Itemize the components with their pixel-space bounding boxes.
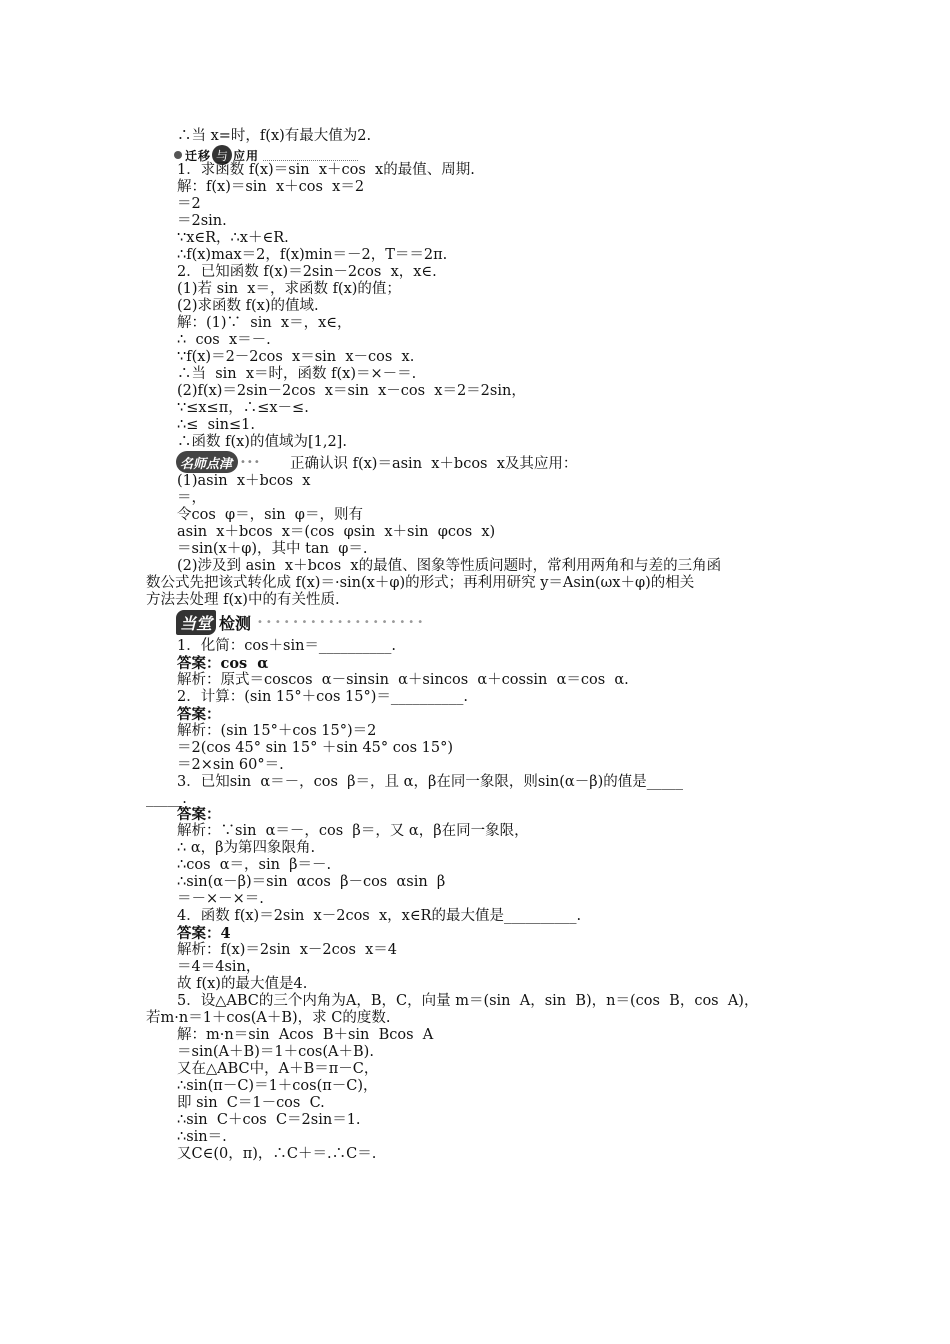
text-line: ＝2×sin 60°＝.: [177, 757, 284, 773]
text-line: ＝2: [177, 196, 201, 212]
text-line: ＝sin(A＋B)＝1＋cos(A＋B).: [177, 1044, 374, 1060]
dangtang-box: 当堂: [176, 610, 216, 635]
text-line: 方法去处理 f(x)中的有关性质.: [146, 592, 340, 608]
header-label-b: 应用: [233, 148, 260, 163]
text-line: 解析：原式＝coscos α－sinsin α＋sincos α＋cossin α＝cos α.: [177, 672, 629, 688]
text-line: 解析：(sin 15°＋cos 15°)＝2: [177, 723, 377, 739]
text-line: 1．化简：cos＋sin＝__________.: [177, 638, 397, 654]
text-line: (2)求函数 f(x)的值域.: [177, 298, 319, 314]
text-line: ∴函数 f(x)的值域为[1,2].: [177, 434, 347, 450]
dots-decoration: •••••••••••••••••••: [257, 617, 427, 628]
text-line: (1)若 sin x＝，求函数 f(x)的值；: [177, 281, 401, 297]
text-line: 正确认识 f(x)＝asin x＋bcos x及其应用：: [290, 456, 578, 472]
text-line: ∴f(x)max＝2，f(x)min＝－2，T＝＝2π.: [177, 247, 448, 263]
text-line: 解析：∵sin α＝－，cos β＝，又 α，β在同一象限，: [177, 823, 529, 839]
text-line: 2．已知函数 f(x)＝2sin－2cos x，x∈.: [177, 264, 437, 280]
text-line: (2)f(x)＝2sin－2cos x＝sin x－cos x＝2＝2sin，: [177, 383, 526, 399]
text-line: 解：m·n＝sin Acos B＋sin Bcos A: [177, 1027, 434, 1043]
text-line: 故 f(x)的最大值是4.: [177, 976, 308, 992]
text-line: (1)asin x＋bcos x: [177, 473, 311, 489]
text-line: ＝2(cos 45° sin 15° ＋sin 45° cos 15°): [177, 740, 454, 756]
text-line: _____.: [146, 791, 187, 807]
header-circle: 与: [212, 145, 232, 165]
text-line: 5．设△ABC的三个内角为A，B，C，向量 m＝(sin A，sin B)，n＝(cos B，cos A)，: [177, 993, 759, 1009]
text-line: ＝2sin.: [177, 213, 227, 229]
text-line: 解：f(x)＝sin x＋cos x＝2: [177, 179, 365, 195]
header-label-a: 迁移: [185, 148, 212, 163]
dots-decoration: •••: [240, 456, 261, 468]
text-line: ∴当 sin x＝时，函数 f(x)＝×－＝.: [177, 366, 417, 382]
bullet-icon: [174, 151, 182, 159]
text-line: 解析：f(x)＝2sin x－2cos x＝4: [177, 942, 398, 958]
text-line: ∴ α，β为第四象限角.: [177, 840, 316, 856]
text-line: ∵f(x)＝2－2cos x＝sin x－cos x.: [177, 349, 415, 365]
dotted-divider: [263, 160, 358, 161]
answer-line: 答案：4: [177, 925, 231, 942]
text-line: ＝－×－×＝.: [177, 891, 264, 907]
text-line: ∵≤x≤π，∴≤x－≤.: [177, 400, 309, 416]
text-line: (2)涉及到 asin x＋bcos x的最值、图象等性质问题时，常利用两角和与差的三角函: [177, 558, 722, 574]
text-line: ∴≤ sin≤1.: [177, 417, 255, 433]
text-line: 3．已知sin α＝－，cos β＝，且 α，β在同一象限，则sin(α－β)的值是_____: [177, 774, 683, 790]
text-line: 即 sin C＝1－cos C.: [177, 1095, 325, 1111]
section-header-dangtang: [176, 610, 426, 635]
mingshi-badge: 名师点津: [176, 451, 238, 473]
text-line: 令cos φ＝，sin φ＝，则有: [177, 507, 363, 523]
dangtang-rest: 检测: [219, 614, 252, 633]
text-line: ∴sin＝.: [177, 1129, 227, 1145]
text-line: ∴cos α＝，sin β＝－.: [177, 857, 332, 873]
text-line: ∴sin(α－β)＝sin αcos β－cos αsin β: [177, 874, 446, 890]
text-line: ＝，: [177, 490, 206, 506]
text-line: 1．求函数 f(x)＝sin x＋cos x的最值、周期.: [177, 162, 475, 178]
answer-line: 答案：cos α: [177, 655, 269, 672]
text-line: 数公式先把该式转化成 f(x)＝·sin(x＋φ)的形式；再利用研究 y＝Asin(ωx＋φ)的相关: [146, 575, 695, 591]
text-line: ∴sin(π－C)＝1＋cos(π－C)，: [177, 1078, 378, 1094]
text-line: ∴当 x=时，f(x)有最大值为2.: [177, 128, 372, 144]
text-line: 2．计算：(sin 15°＋cos 15°)＝__________.: [177, 689, 468, 705]
text-line: ＝sin(x＋φ)，其中 tan φ＝.: [177, 541, 368, 557]
text-line: 又C∈(0，π)，∴C＋＝.∴C＝.: [177, 1146, 377, 1162]
answer-line: 答案：: [177, 806, 221, 823]
text-line: 4．函数 f(x)＝2sin x－2cos x，x∈R的最大值是__________.: [177, 908, 582, 924]
text-line: ∵x∈R，∴x＋∈R.: [177, 230, 289, 246]
text-line: ∴sin C＋cos C＝2sin＝1.: [177, 1112, 361, 1128]
text-line: 又在△ABC中，A＋B＝π－C，: [177, 1061, 379, 1077]
section-header-mingshi: [176, 451, 261, 473]
text-line: 若m·n＝1＋cos(A＋B)，求 C的度数.: [146, 1010, 391, 1026]
dangtang-badge: [176, 610, 251, 635]
text-line: asin x＋bcos x＝(cos φsin x＋sin φcos x): [177, 524, 496, 540]
text-line: 解：(1)∵ sin x＝，x∈，: [177, 315, 352, 331]
answer-line: 答案：: [177, 706, 221, 723]
text-line: ∴ cos x＝－.: [177, 332, 271, 348]
text-line: ＝4＝4sin，: [177, 959, 261, 975]
